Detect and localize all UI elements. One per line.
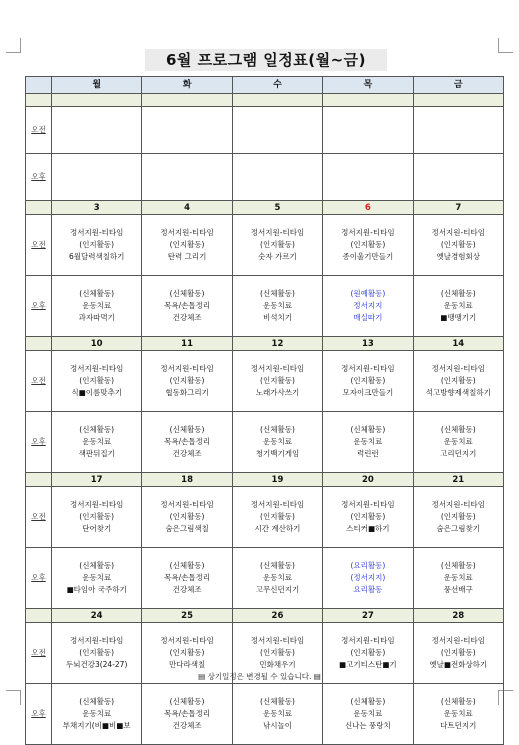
date-cell: 6: [323, 201, 413, 215]
activity-line: (인지활동): [260, 512, 295, 521]
activity-line: 운동치료: [262, 573, 292, 582]
activity-line: 요리활동: [353, 585, 383, 594]
activity-line: 목욕/손톱정리: [164, 573, 211, 582]
activity-line: 목욕/손톱정리: [164, 437, 211, 446]
am-label-text: 오전: [31, 125, 46, 134]
activity-cell: [232, 548, 322, 609]
empty-cell: [413, 94, 503, 107]
day-header: 수: [232, 77, 322, 94]
activity-line: 옛날경험회상: [436, 252, 481, 261]
activity-line: 럭린런: [356, 449, 379, 458]
pm-label-text: 오후: [31, 172, 46, 181]
activity-line: (인지활동): [350, 512, 386, 521]
activity-line: 운동치료: [353, 709, 383, 718]
empty-cell: [142, 94, 232, 107]
activity-cell: [232, 351, 322, 412]
activity-line: 단어찾기: [82, 524, 112, 533]
activity-line: 정서지원-티타임: [431, 228, 485, 237]
activity-line: 정서지원-티타임: [341, 364, 395, 373]
activity-cell: [323, 684, 413, 745]
am-row: [26, 215, 504, 276]
activity-line: 정서지원-티타임: [160, 636, 214, 645]
activity-line: 다트던지기: [440, 721, 477, 730]
empty-cell: [26, 94, 52, 107]
activity-cell: [413, 351, 503, 412]
schedule-notice: ▤ 상기일정은 변경될 수 있습니다. ▤: [198, 672, 321, 681]
activity-cell: [323, 215, 413, 276]
am-label: [26, 107, 52, 154]
activity-cell: [323, 351, 413, 412]
empty-cell: [232, 94, 322, 107]
activity-line: (신체활동): [260, 289, 295, 298]
activity-line: 정서지원-티타임: [341, 228, 395, 237]
activity-line: 비석치기: [262, 313, 292, 322]
pm-label-text: 오후: [31, 573, 46, 582]
activity-cell: [232, 684, 322, 745]
activity-line: (인지활동): [440, 512, 476, 521]
date-cell: 19: [232, 473, 322, 487]
activity-line: (인지활동): [79, 512, 115, 521]
empty-cell: [323, 94, 413, 107]
activity-line: (신체활동): [169, 289, 205, 298]
am-label: [26, 487, 52, 548]
date-cell: 12: [232, 337, 322, 351]
activity-line: (인지활동): [260, 240, 295, 249]
activity-cell: [142, 548, 232, 609]
activity-line: 정서지원-티타임: [160, 228, 214, 237]
day-header: 목: [323, 77, 413, 94]
pm-row: [26, 684, 504, 745]
activity-line: 고무신던지기: [255, 585, 300, 594]
activity-line: (신체활동): [79, 697, 115, 706]
activity-line: 모자이크만들기: [342, 388, 394, 397]
activity-line: 석고방향제색칠하기: [425, 388, 491, 397]
activity-line: 노래가사쓰기: [255, 388, 300, 397]
pm-label: [26, 154, 52, 201]
activity-line: 종이울기만들기: [342, 252, 394, 261]
page-title: 6월 프로그램 일정표(월~금): [145, 49, 387, 71]
date-cell: 7: [413, 201, 503, 215]
date-cell: 14: [413, 337, 503, 351]
activity-line: 정서지원-티타임: [250, 500, 305, 509]
activity-cell: [142, 215, 232, 276]
activity-line: (인지활동): [440, 376, 476, 385]
date-cell: 24: [52, 609, 142, 623]
date-cell: 17: [52, 473, 142, 487]
activity-line: 운동치료: [443, 573, 473, 582]
activity-line: 시간 계산하기: [254, 524, 301, 533]
activity-line: 식■이름맞추기: [71, 388, 122, 397]
empty-cell: [142, 154, 232, 201]
day-header-row: [26, 77, 504, 94]
activity-line: (인지활동): [169, 512, 205, 521]
activity-line: 6월달력색칠하기: [68, 252, 125, 261]
activity-line: 협동화그리기: [165, 388, 209, 397]
activity-line: 민화채우기: [259, 660, 296, 669]
date-cell: 4: [142, 201, 232, 215]
am-label: [26, 351, 52, 412]
activity-line: 운동치료: [262, 437, 292, 446]
activity-line: 운동치료: [82, 301, 112, 310]
activity-cell: [52, 684, 142, 745]
activity-line: (인지활동): [169, 648, 205, 657]
activity-line: (신체활동): [350, 697, 386, 706]
activity-line: 운동치료: [262, 301, 292, 310]
activity-line: (신체활동): [260, 425, 295, 434]
date-row: [26, 609, 504, 623]
activity-line: 운동치료: [443, 301, 473, 310]
activity-cell: [413, 215, 503, 276]
activity-line: 정서지원-티타임: [250, 364, 305, 373]
activity-line: (신체활동): [79, 289, 115, 298]
activity-line: 운동치료: [82, 437, 112, 446]
activity-line: 정서지원-티타임: [341, 636, 395, 645]
activity-line: 정서지지: [353, 301, 383, 310]
activity-line: 정서지원-티타임: [431, 636, 485, 645]
date-row-label: [26, 337, 52, 351]
activity-line: 운동치료: [262, 709, 292, 718]
crop-mark-top-right: [498, 38, 513, 53]
activity-line: 운동치료: [353, 437, 383, 446]
activity-line: 정서지원-티타임: [160, 364, 214, 373]
crop-mark-bottom-left: [6, 690, 21, 705]
pm-label: [26, 276, 52, 337]
empty-cell: [232, 107, 322, 154]
activity-line: (인지활동): [440, 240, 476, 249]
schedule-table: [25, 76, 504, 745]
activity-cell: [323, 487, 413, 548]
activity-cell: [232, 487, 322, 548]
activity-line: (신체활동): [169, 561, 205, 570]
date-row: [26, 201, 504, 215]
activity-line: 정서지원-티타임: [250, 636, 305, 645]
date-row: [26, 473, 504, 487]
activity-line: (신체활동): [350, 425, 386, 434]
activity-line: (신체활동): [79, 425, 115, 434]
date-cell: 18: [142, 473, 232, 487]
pm-row: [26, 276, 504, 337]
date-cell: 5: [232, 201, 322, 215]
day-header: 월: [52, 77, 142, 94]
pm-row: [26, 548, 504, 609]
activity-line: 목욕/손톱정리: [164, 301, 211, 310]
day-header: 화: [142, 77, 232, 94]
activity-line: 옛날■전화상하기: [429, 660, 488, 669]
activity-line: 부채지기(비■비■보: [62, 721, 131, 730]
activity-line: (인지활동): [169, 376, 205, 385]
activity-line: 청기백기게임: [255, 449, 300, 458]
activity-line: 정서지원-티타임: [160, 500, 214, 509]
date-row: [26, 337, 504, 351]
empty-date-row: [26, 94, 504, 107]
activity-line: 정서지원-티타임: [431, 364, 485, 373]
activity-line: 숫자 가르기: [258, 252, 297, 261]
date-cell: 27: [323, 609, 413, 623]
activity-line: 과자따먹기: [78, 313, 115, 322]
activity-line: (인지활동): [79, 240, 115, 249]
activity-line: (신체활동): [440, 425, 476, 434]
empty-cell: [52, 154, 142, 201]
activity-line: 스티커■하기: [346, 524, 390, 533]
empty-cell: [413, 107, 503, 154]
activity-line: (신체활동): [79, 561, 115, 570]
activity-line: 숨은그림찾기: [436, 524, 481, 533]
date-cell: 25: [142, 609, 232, 623]
activity-line: (인지활동): [79, 376, 115, 385]
activity-cell: [323, 412, 413, 473]
activity-line: (인지활동): [350, 240, 386, 249]
activity-line: (신체활동): [260, 561, 295, 570]
am-row: [26, 351, 504, 412]
am-label-text: 오전: [31, 512, 46, 521]
activity-line: 매실따기: [353, 313, 383, 322]
activity-cell: [413, 487, 503, 548]
activity-line: (신체활동): [440, 697, 476, 706]
activity-line: 정서지원-티타임: [69, 636, 124, 645]
activity-line: (인지활동): [169, 240, 205, 249]
activity-line: (인지활동): [350, 648, 386, 657]
pm-row: [26, 412, 504, 473]
activity-line: 정서지원-티타임: [69, 364, 124, 373]
activity-line: 탄력 그리기: [167, 252, 207, 261]
pm-label: [26, 548, 52, 609]
pm-label: [26, 412, 52, 473]
am-label-text: 오전: [31, 376, 46, 385]
empty-cell: [413, 154, 503, 201]
activity-line: 정서지원-티타임: [341, 500, 395, 509]
am-label: [26, 215, 52, 276]
activity-cell: [52, 487, 142, 548]
activity-line: (신체활동): [260, 697, 295, 706]
pm-label-text: 오후: [31, 437, 46, 446]
pm-label-text: 오후: [31, 709, 46, 718]
activity-line: (신체활동): [169, 425, 205, 434]
activity-line: (인지활동): [79, 648, 115, 657]
corner-cell: [26, 77, 52, 94]
activity-line: 운동치료: [82, 709, 112, 718]
activity-line: (인지활동): [350, 376, 386, 385]
activity-line: (요리활동): [350, 561, 386, 570]
date-cell: 21: [413, 473, 503, 487]
activity-line: 건강체조: [172, 313, 202, 322]
activity-cell: [323, 276, 413, 337]
activity-cell: [142, 276, 232, 337]
activity-cell: [323, 548, 413, 609]
empty-cell: [52, 107, 142, 154]
date-cell: 26: [232, 609, 322, 623]
activity-line: ■고기티스탄■기: [339, 660, 397, 669]
date-cell: 3: [52, 201, 142, 215]
activity-line: 건강체조: [172, 721, 202, 730]
date-cell: 11: [142, 337, 232, 351]
activity-line: 만다라색칠: [168, 660, 206, 669]
activity-cell: [232, 412, 322, 473]
activity-line: ■땡땡기기: [440, 313, 477, 322]
activity-line: 운동치료: [443, 437, 473, 446]
date-row-label: [26, 609, 52, 623]
empty-cell: [323, 107, 413, 154]
date-cell: 28: [413, 609, 503, 623]
schedule-body: [26, 77, 504, 745]
activity-line: ■타임아 국주하기: [66, 585, 127, 594]
activity-line: 운동치료: [443, 709, 473, 718]
empty-cell: [142, 107, 232, 154]
activity-cell: [413, 276, 503, 337]
activity-cell: [52, 276, 142, 337]
activity-line: (신체활동): [440, 561, 476, 570]
activity-cell: [232, 276, 322, 337]
am-row: [26, 487, 504, 548]
activity-line: 두뇌건강3(24-27): [65, 660, 128, 669]
activity-line: 고리던지기: [440, 449, 477, 458]
day-header: 금: [413, 77, 503, 94]
activity-line: 낚시놀이: [262, 721, 292, 730]
activity-line: (정서지지): [350, 573, 386, 582]
activity-cell: [413, 684, 503, 745]
activity-cell: [413, 548, 503, 609]
activity-cell: [52, 351, 142, 412]
activity-cell: [142, 487, 232, 548]
pm-label-text: 오후: [31, 301, 46, 310]
date-cell: 10: [52, 337, 142, 351]
activity-line: 정서지원-티타임: [69, 228, 124, 237]
empty-cell: [323, 154, 413, 201]
date-row-label: [26, 473, 52, 487]
activity-cell: [232, 215, 322, 276]
activity-line: (신체활동): [169, 697, 205, 706]
activity-line: 정서지원-티타임: [250, 228, 305, 237]
date-cell: 13: [323, 337, 413, 351]
activity-line: 정서지원-티타임: [431, 500, 485, 509]
activity-line: (인지활동): [260, 648, 295, 657]
activity-line: (인지활동): [260, 376, 295, 385]
activity-line: (원예활동): [350, 289, 386, 298]
activity-cell: [142, 412, 232, 473]
activity-cell: [142, 684, 232, 745]
am-label-text: 오전: [31, 240, 46, 249]
empty-am-row: [26, 107, 504, 154]
activity-line: (신체활동): [440, 289, 476, 298]
activity-line: 목욕/손톱정리: [164, 709, 211, 718]
pm-label: [26, 684, 52, 745]
activity-line: 정서지원-티타임: [69, 500, 124, 509]
activity-line: 건강체조: [172, 449, 202, 458]
empty-pm-row: [26, 154, 504, 201]
date-cell: 20: [323, 473, 413, 487]
activity-cell: [52, 412, 142, 473]
activity-line: 건강체조: [172, 585, 202, 594]
activity-line: 운동치료: [82, 573, 112, 582]
activity-cell: [52, 548, 142, 609]
activity-cell: [142, 351, 232, 412]
activity-line: 숨은그림색칠: [165, 524, 209, 533]
activity-cell: [52, 215, 142, 276]
crop-mark-top-left: [6, 38, 21, 53]
activity-line: 풍선배구: [443, 585, 473, 594]
date-row-label: [26, 201, 52, 215]
empty-cell: [232, 154, 322, 201]
empty-cell: [52, 94, 142, 107]
activity-cell: [413, 412, 503, 473]
activity-line: 색판뒤집기: [78, 449, 115, 458]
activity-line: 신나는 풍랑치: [344, 721, 391, 730]
activity-line: (인지활동): [440, 648, 476, 657]
am-label-text: 오전: [31, 648, 46, 657]
